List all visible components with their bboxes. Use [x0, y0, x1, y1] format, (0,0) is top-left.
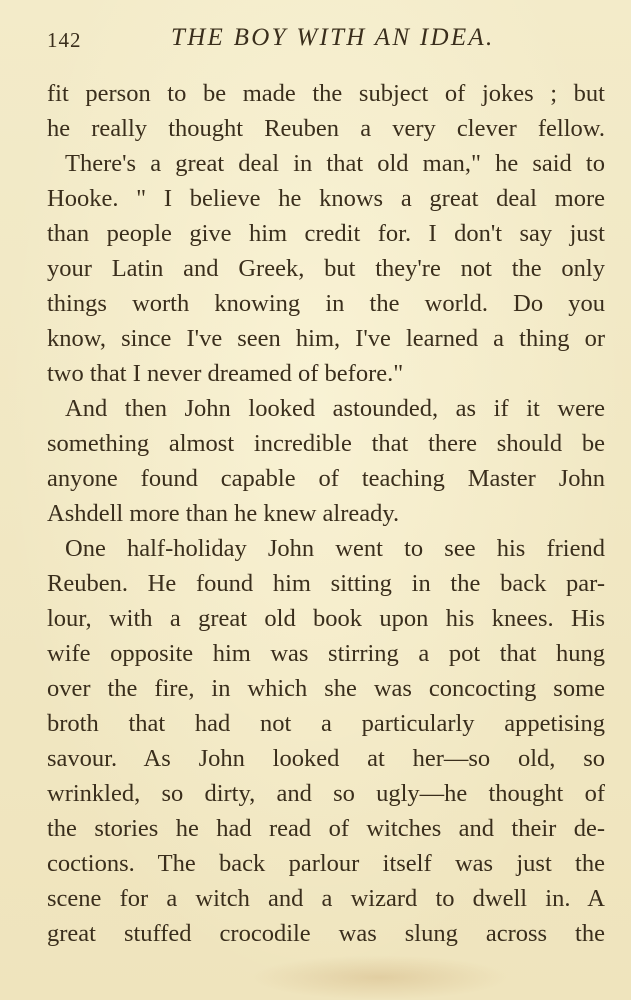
- text-line: over the fire, in which she was concocting some: [47, 675, 605, 702]
- text-line: something almost incredible that there should be: [47, 430, 605, 457]
- paper-stain: [250, 955, 510, 1000]
- text-line: wrinkled, so dirty, and so ugly—he thought of: [47, 780, 605, 807]
- text-line: anyone found capable of teaching Master John: [47, 465, 605, 492]
- text-line: great stuffed crocodile was slung across the: [47, 920, 605, 947]
- text-line: coctions. The back parlour itself was just the: [47, 850, 605, 877]
- text-line: Hooke. " I believe he knows a great deal more: [47, 185, 605, 212]
- body-text: [47, 76, 605, 951]
- text-line: wife opposite him was stirring a pot that hung: [47, 640, 605, 667]
- text-line: And then John looked astounded, as if it were: [65, 395, 605, 422]
- text-line: Ashdell more than he knew already.: [47, 500, 400, 527]
- text-line: scene for a witch and a wizard to dwell in. A: [47, 885, 605, 912]
- text-line: broth that had not a particularly appetising: [47, 710, 605, 737]
- running-title: THE BOY WITH AN IDEA.: [171, 24, 495, 51]
- text-line: lour, with a great old book upon his knees. His: [47, 605, 605, 632]
- text-line: savour. As John looked at her—so old, so: [47, 745, 605, 772]
- text-line: know, since I've seen him, I've learned a thing or: [47, 325, 605, 352]
- text-line: the stories he had read of witches and their de-: [47, 815, 605, 842]
- text-line: he really thought Reuben a very clever fellow.: [47, 115, 605, 142]
- text-line: One half-holiday John went to see his friend: [65, 535, 605, 562]
- text-line: things worth knowing in the world. Do you: [47, 290, 605, 317]
- text-line: than people give him credit for. I don't say just: [47, 220, 605, 247]
- text-line: Reuben. He found him sitting in the back par-: [47, 570, 605, 597]
- page-number: 142: [47, 28, 82, 52]
- text-line: your Latin and Greek, but they're not the only: [47, 255, 605, 282]
- text-line: two that I never dreamed of before.": [47, 360, 404, 387]
- text-line: There's a great deal in that old man," he said to: [65, 150, 605, 177]
- page-header: [47, 22, 607, 56]
- text-line: fit person to be made the subject of jokes ; but: [47, 80, 605, 107]
